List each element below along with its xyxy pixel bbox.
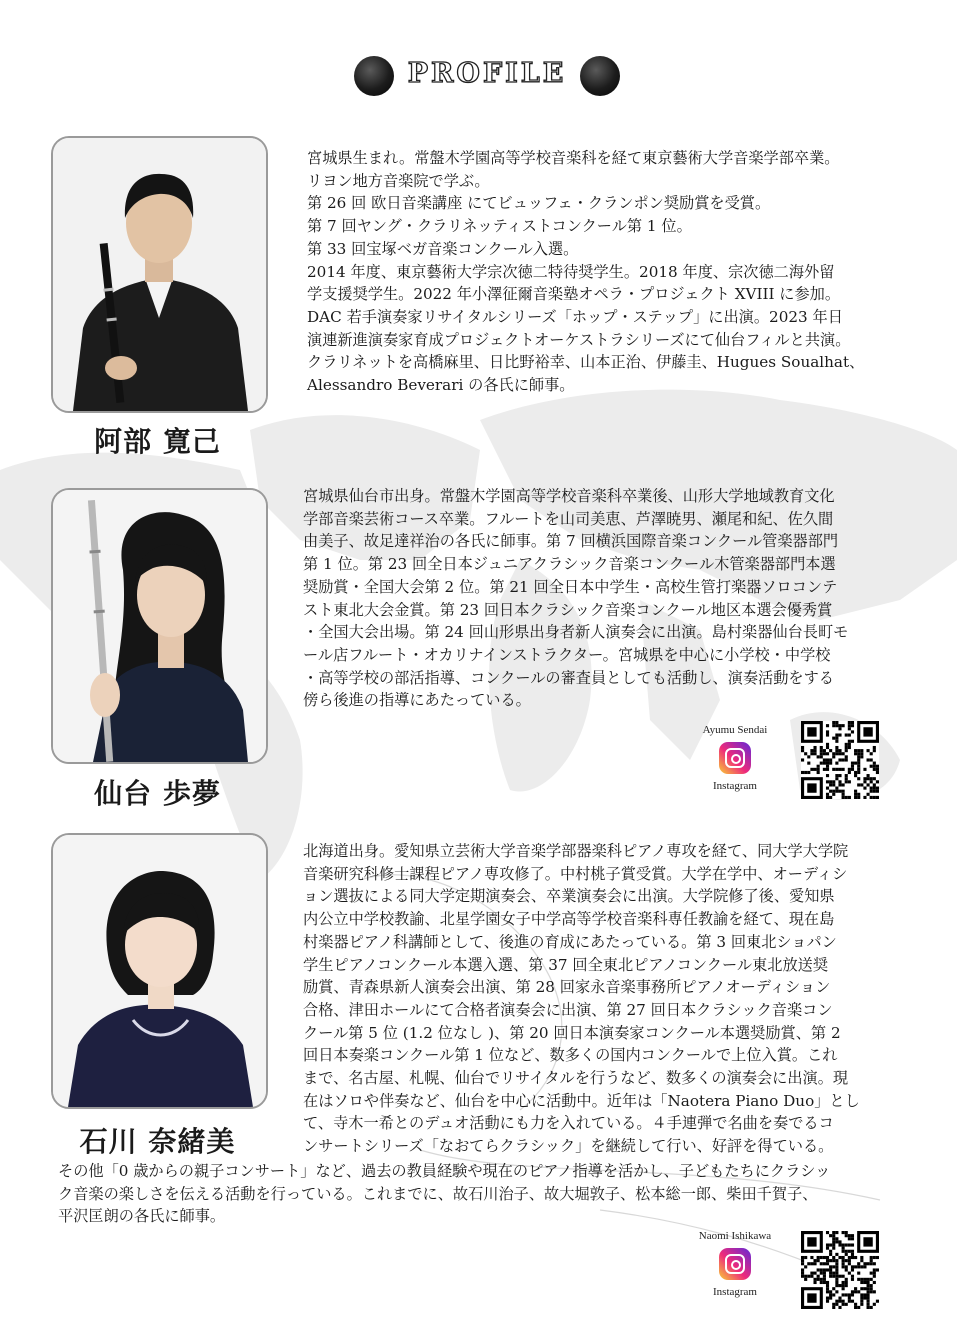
profile-name-ishikawa: 石川 奈緒美 — [79, 1125, 236, 1158]
profile-photo-abe — [51, 136, 268, 413]
bio-line: 宮城県仙台市出身。常盤木学園高等学校音楽科卒業後、山形大学地域教育文化 — [303, 487, 835, 505]
profile-bio-sendai — [303, 485, 903, 712]
bio-line: クラリネットを高橋麻里、日比野裕幸、山本正治、伊藤圭、Hugues Soualhat、 — [307, 353, 865, 372]
bio-line: ール店フルート・オカリナインストラクター。宮城県を中心に小学校・中学校 — [303, 645, 831, 664]
bio-line: 第 7 回ヤング・クラリネッティストコンクール第 1 位。 — [307, 217, 692, 236]
bio-line: Alessandro Beverari の各氏に師事。 — [307, 376, 575, 395]
bio-line: DAC 若手演奏家リサイタルシリーズ「ホップ・ステップ」に出演。2023 年日 — [307, 307, 843, 326]
instagram-label: Instagram — [713, 1286, 757, 1298]
bio-line: ・全国大会出場。第 24 回山形県出身者新人演奏会に出演。島村楽器仙台長町モ — [303, 623, 849, 642]
bio-line: 2014 年度、東京藝術大学宗次徳二特待奨学生。2018 年度、宗次徳二海外留 — [307, 262, 835, 281]
bio-line: 学生ピアノコンクール本選入選、第 37 回全東北ピアノコンクール東北放送奨 — [303, 955, 829, 974]
header-orb-left-icon — [354, 56, 394, 96]
bio-line: 平沢匡朗の各氏に師事。 — [58, 1207, 226, 1226]
instagram-handle: Ayumu Sendai — [702, 724, 768, 736]
bio-line: 内公立中学校教諭、北星学園女子中学高等学校音楽科専任教諭を経て、現在島 — [303, 910, 835, 929]
bio-line: クール第 5 位 (1.2 位なし )、第 20 回日本演奏家コンクール本選奨励賞、第 2 — [303, 1023, 841, 1042]
bio-line: まで、名古屋、札幌、仙台でリサイタルを行うなど、数多くの演奏会に出演。現 — [303, 1069, 849, 1088]
bio-line: 音楽研究科修士課程ピアノ専攻修了。中村桃子賞受賞。大学在学中、オーディシ — [303, 864, 848, 883]
bio-line: ・高等学校の部活指導、コンクールの審査員としても活動し、演奏活動をする — [303, 668, 834, 687]
qr-code-sendai[interactable] — [801, 721, 879, 799]
social-link-ishikawa[interactable] — [690, 1230, 780, 1298]
bio-line: その他「0 歳からの親子コンサート」など、過去の教員経験や現在のピアノ指導を活かし、子どもたちにクラシッ — [58, 1162, 831, 1180]
bio-line: 奨励賞・全国大会第 2 位。第 21 回全日本中学生・高校生管打楽器ソロコンテ — [303, 577, 838, 596]
bio-line: 励賞、青森県新人演奏会出演、第 28 回家永音楽事務所ピアノオーディション — [303, 978, 831, 997]
bio-line: 演連新進演奏家育成プロジェクトオーケストラシリーズにて仙台フィルと共演。 — [307, 330, 851, 349]
instagram-label: Instagram — [713, 780, 757, 792]
page-title: PROFILE — [407, 58, 567, 89]
profile-name-sendai: 仙台 歩夢 — [94, 777, 221, 810]
bio-line: リヨン地方音楽院で学ぶ。 — [307, 171, 490, 190]
bio-line: 学部音楽芸術コース卒業。フルートを山司美恵、芦澤暁男、瀬尾和紀、佐久間 — [303, 509, 834, 528]
bio-line: 宮城県生まれ。常盤木学園高等学校音楽科を経て東京藝術大学音楽学部卒業。 — [307, 149, 840, 167]
profile-bio-ishikawa-continued — [58, 1160, 908, 1228]
bio-line: 村楽器ピアノ科講師として、後進の育成にあたっている。第 3 回東北ショパン — [303, 932, 837, 951]
bio-line: 学支援奨学生。2022 年小澤征爾音楽塾オペラ・プロジェクト XVIII に参加。 — [307, 285, 841, 304]
bio-line: 由美子、故足達祥治の各氏に師事。第 7 回横浜国際音楽コンクール管楽器部門 — [303, 532, 839, 551]
bio-line: 傍ら後進の指導にあたっている。 — [303, 691, 531, 710]
profile-photo-sendai — [51, 488, 268, 764]
instagram-icon[interactable] — [719, 1248, 751, 1280]
profile-header — [0, 52, 957, 100]
profile-bio-ishikawa — [303, 840, 903, 1158]
header-orb-right-icon — [580, 56, 620, 96]
bio-line: 回日本奏楽コンクール第 1 位など、数多くの国内コンクールで上位入賞。これ — [303, 1046, 838, 1065]
bio-line: 在はソロや伴奏など、仙台を中心に活動中。近年は「Naotera Piano Duo」とし — [303, 1091, 860, 1110]
bio-line: ク音楽の楽しさを伝える活動を行っている。これまでに、故石川治子、故大堀敦子、松本総一郎、柴田千賀子、 — [58, 1184, 818, 1203]
bio-line: ョン選抜による同大学定期演奏会、卒業演奏会に出演。大学院修了後、愛知県 — [303, 887, 835, 906]
bio-line: 第 1 位。第 23 回全日本ジュニアクラシック音楽コンクール木管楽器部門本選 — [303, 555, 836, 574]
bio-line: スト東北大会金賞。第 23 回日本クラシック音楽コンクール地区本選会優秀賞 — [303, 600, 833, 619]
bio-line: て、寺木一希とのデュオ活動にも力を入れている。４手連弾で名曲を奏でるコ — [303, 1114, 834, 1133]
instagram-icon[interactable] — [719, 742, 751, 774]
instagram-handle: Naomi Ishikawa — [698, 1230, 772, 1242]
social-link-sendai[interactable] — [690, 724, 780, 792]
bio-line: 第 33 回宝塚ベガ音楽コンクール入選。 — [307, 239, 579, 258]
profile-photo-ishikawa — [51, 833, 268, 1109]
profile-name-abe: 阿部 寛己 — [94, 425, 221, 458]
qr-code-ishikawa[interactable] — [801, 1231, 879, 1309]
bio-line: 合格、津田ホールにて合格者演奏会に出演、第 27 回日本クラシック音楽コン — [303, 1000, 833, 1019]
bio-line: 第 26 回 欧日音楽講座 にてビュッフェ・クランポン奨励賞を受賞。 — [307, 194, 771, 213]
bio-line: ンサートシリーズ「なおてらクラシック」を継続して行い、好評を得ている。 — [303, 1137, 834, 1156]
profile-bio-abe — [307, 147, 897, 397]
bio-line: 北海道出身。愛知県立芸術大学音楽学部器楽科ピアノ専攻を経て、同大学大学院 — [303, 842, 849, 860]
